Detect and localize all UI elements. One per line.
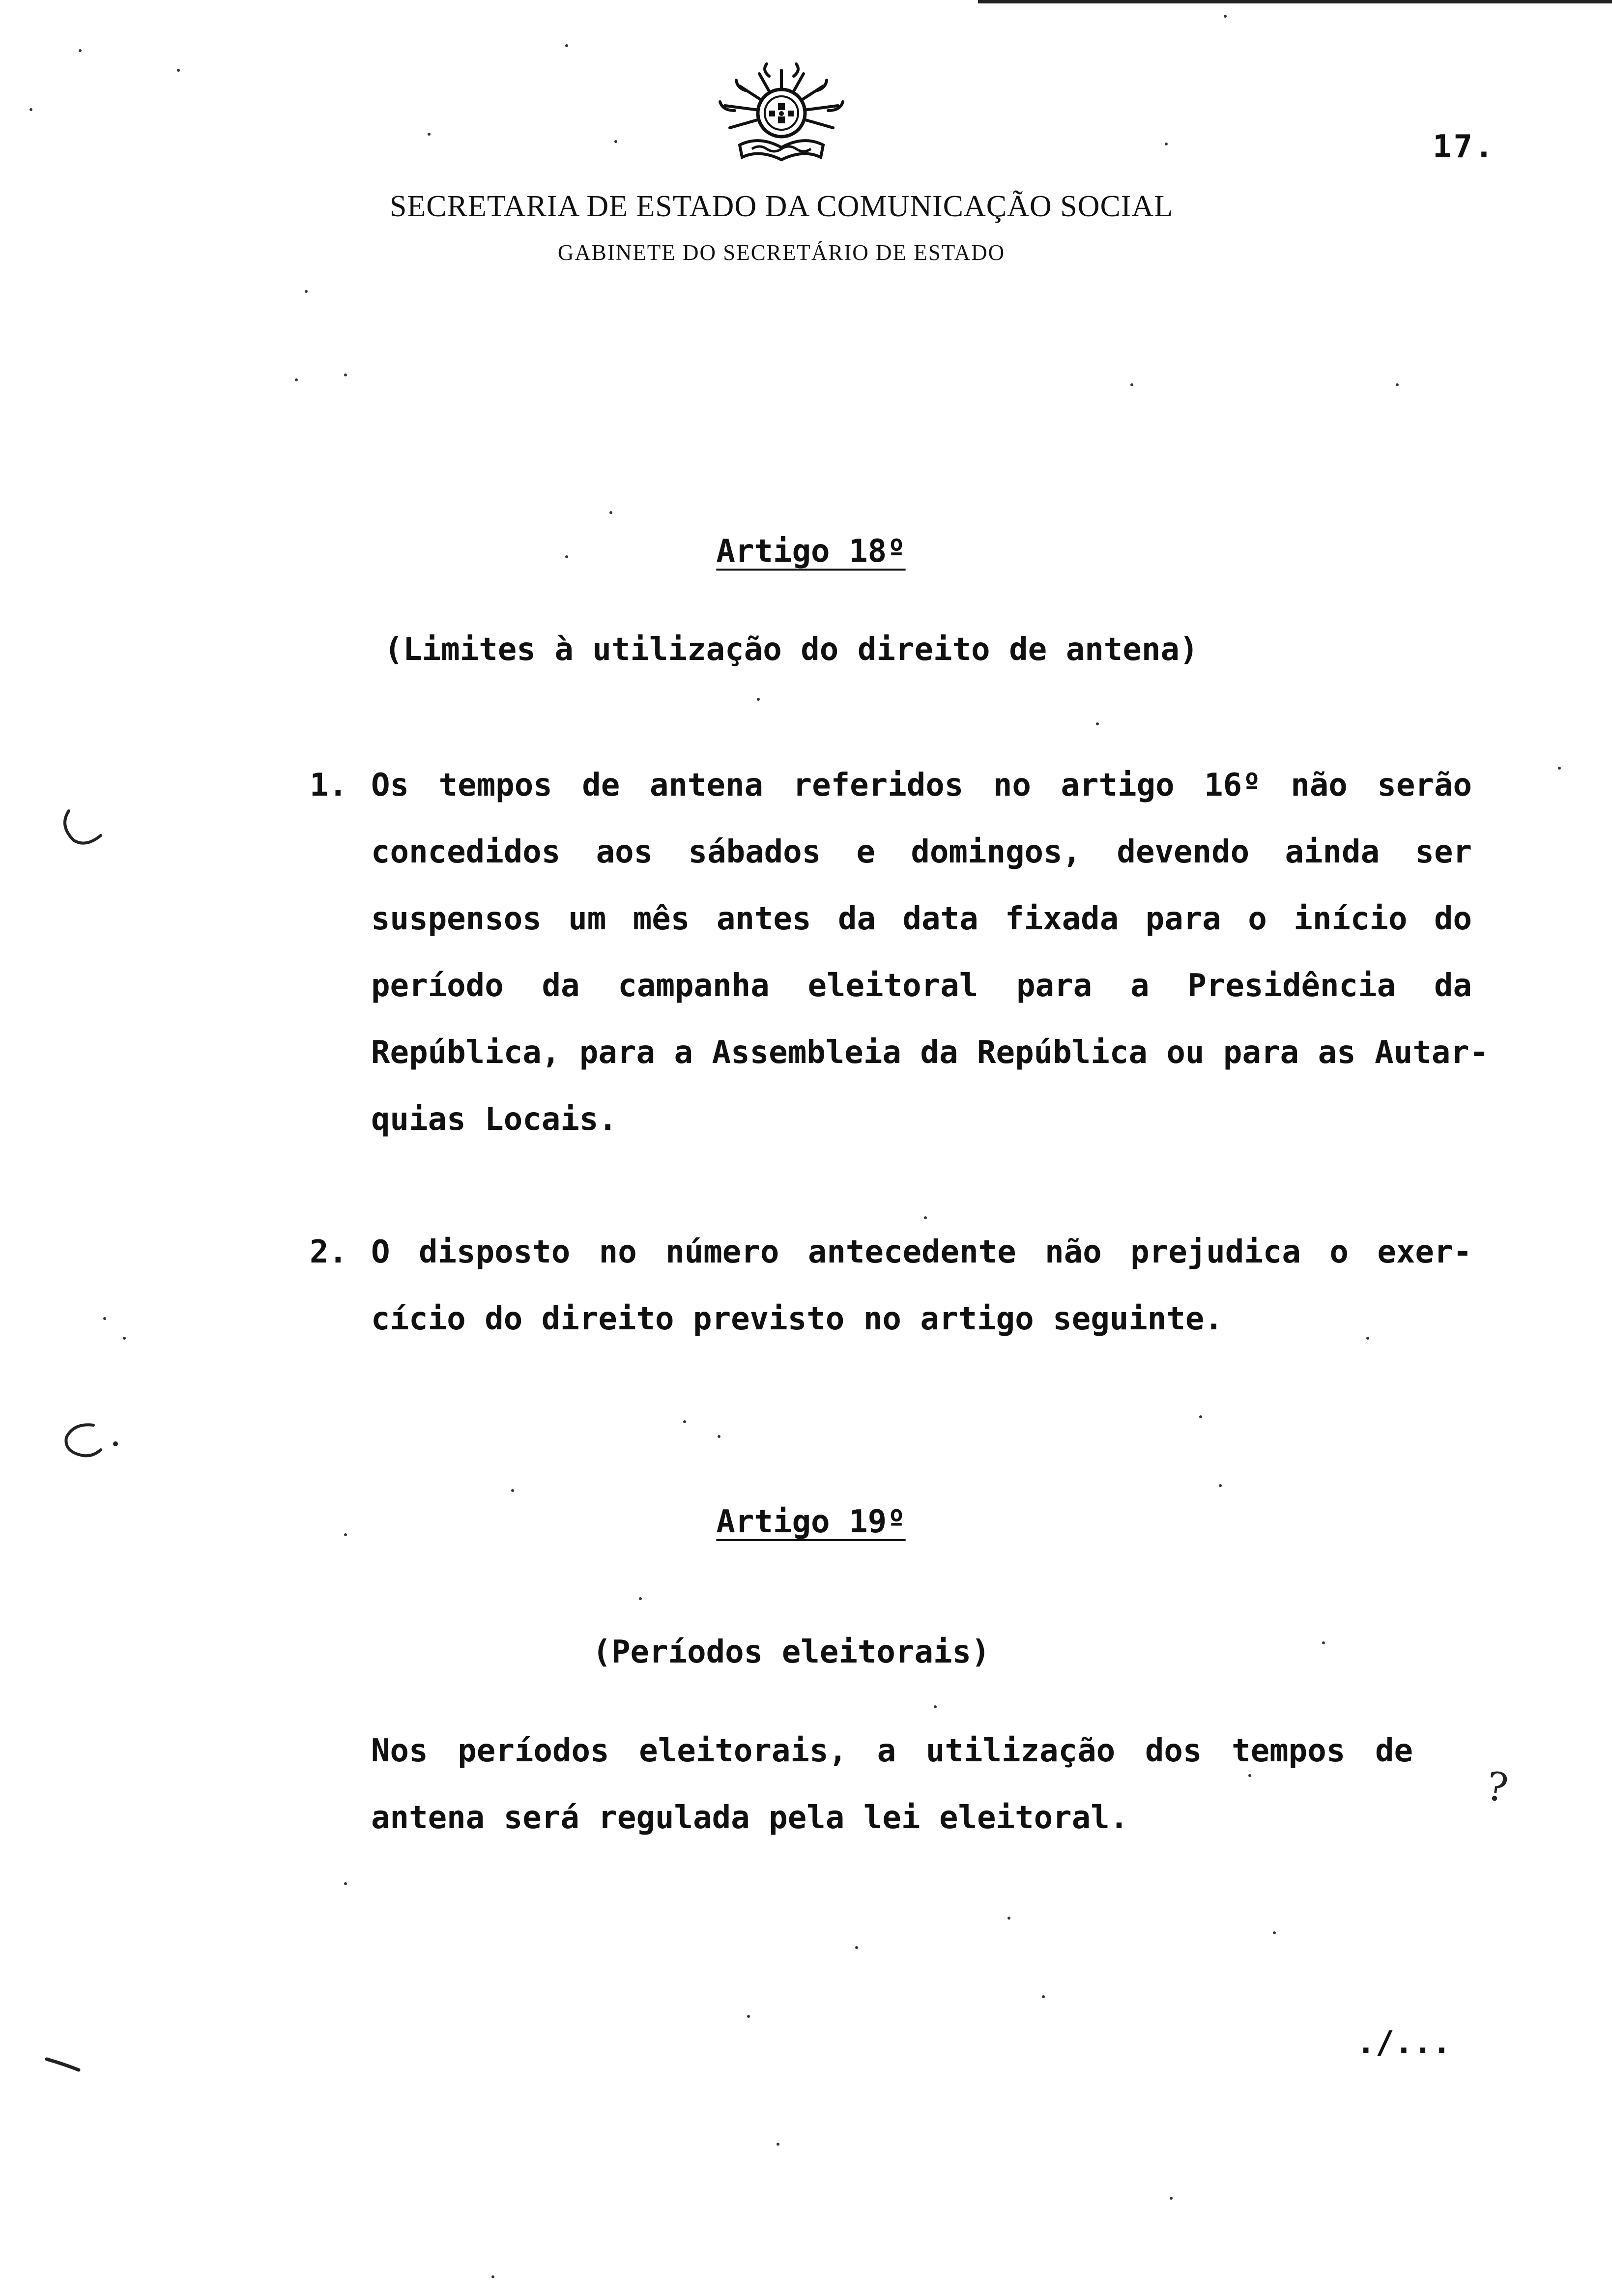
scan-speck <box>609 511 612 514</box>
article-18-item-2 <box>371 1219 1472 1352</box>
scan-speck <box>1199 1415 1202 1418</box>
scan-speck <box>1042 1995 1045 1998</box>
paragraph-line: O disposto no número antecedente não prejudica o exer- <box>371 1234 1472 1270</box>
article-18-item-1 <box>371 752 1489 1153</box>
coat-of-arms-emblem <box>705 61 858 167</box>
scan-speck <box>1558 767 1561 770</box>
paragraph-line: cício do direito previsto no artigo seguinte. <box>371 1301 1223 1337</box>
scan-speck <box>1273 1931 1276 1934</box>
paragraph-line: quias Locais. <box>371 1101 617 1138</box>
punch-hole-mark <box>59 806 108 850</box>
article-19-subtitle: (Períodos eleitorais) <box>592 1634 990 1670</box>
scan-speck <box>177 69 180 72</box>
article-18-item-1-number: 1. <box>310 767 348 804</box>
scan-speck <box>1130 383 1133 386</box>
header-organization: SECRETARIA DE ESTADO DA COMUNICAÇÃO SOCIAL <box>389 190 1174 223</box>
article-18-subtitle: (Limites à utilização do direito de antena) <box>384 631 1199 668</box>
paragraph-line: Nos períodos eleitorais, a utilização dos tempos de <box>371 1733 1413 1769</box>
continuation-mark: ./... <box>1356 2025 1451 2061</box>
scan-speck <box>855 1946 858 1949</box>
scan-speck <box>924 1216 927 1219</box>
header-office: GABINETE DO SECRETÁRIO DE ESTADO <box>557 240 1006 265</box>
article-18-title: Artigo 18º <box>716 533 906 570</box>
scan-speck <box>103 1317 106 1320</box>
scan-speck <box>428 133 431 136</box>
paragraph-line: suspensos um mês antes da data fixada para o início do <box>371 901 1472 937</box>
scan-speck <box>344 1882 347 1885</box>
scan-speck <box>565 555 568 558</box>
scan-speck <box>1224 15 1227 18</box>
article-18-item-2-number: 2. <box>310 1234 348 1270</box>
scan-speck <box>344 1533 347 1536</box>
scan-speck <box>79 49 82 52</box>
paragraph-line: período da campanha eleitoral para a Presidência da <box>371 968 1472 1004</box>
scan-speck <box>614 140 617 143</box>
scan-speck <box>305 290 308 293</box>
scan-speck <box>747 2015 750 2018</box>
page-number: 17. <box>1433 129 1496 165</box>
punch-hole-mark <box>59 1420 123 1464</box>
scan-speck <box>1170 2197 1173 2200</box>
scan-speck <box>123 1337 126 1340</box>
scan-speck <box>491 2275 494 2278</box>
article-19-body <box>371 1718 1413 1851</box>
top-rule-line <box>978 0 1612 3</box>
scan-speck <box>1165 143 1168 145</box>
scan-speck <box>511 1489 514 1492</box>
scan-speck <box>639 1597 642 1600</box>
scan-speck <box>1008 1917 1010 1920</box>
margin-question-mark: ? <box>1483 1763 1511 1811</box>
scan-speck <box>1096 722 1099 725</box>
scan-speck <box>1396 383 1399 386</box>
scan-speck <box>777 2143 779 2146</box>
scan-speck <box>1219 1484 1222 1487</box>
paragraph-line: Os tempos de antena referidos no artigo 16º não serão <box>371 767 1472 804</box>
scan-speck <box>1248 1774 1251 1777</box>
scan-speck <box>344 373 347 376</box>
scan-speck <box>718 1435 720 1438</box>
paragraph-line: antena será regulada pela lei eleitoral. <box>371 1800 1129 1836</box>
paragraph-line: República, para a Assembleia da República ou para as Autar- <box>371 1034 1489 1071</box>
scan-speck <box>565 44 568 47</box>
scan-speck <box>295 378 298 381</box>
scan-speck <box>29 108 32 111</box>
scan-speck <box>757 698 760 701</box>
margin-dash-mark <box>44 2054 84 2074</box>
scan-speck <box>1322 1641 1325 1644</box>
scan-speck <box>934 1705 937 1708</box>
paragraph-line: concedidos aos sábados e domingos, devendo ainda ser <box>371 834 1472 870</box>
scan-speck <box>683 1420 686 1423</box>
article-19-title: Artigo 19º <box>716 1504 906 1540</box>
scan-speck <box>1366 1337 1369 1340</box>
